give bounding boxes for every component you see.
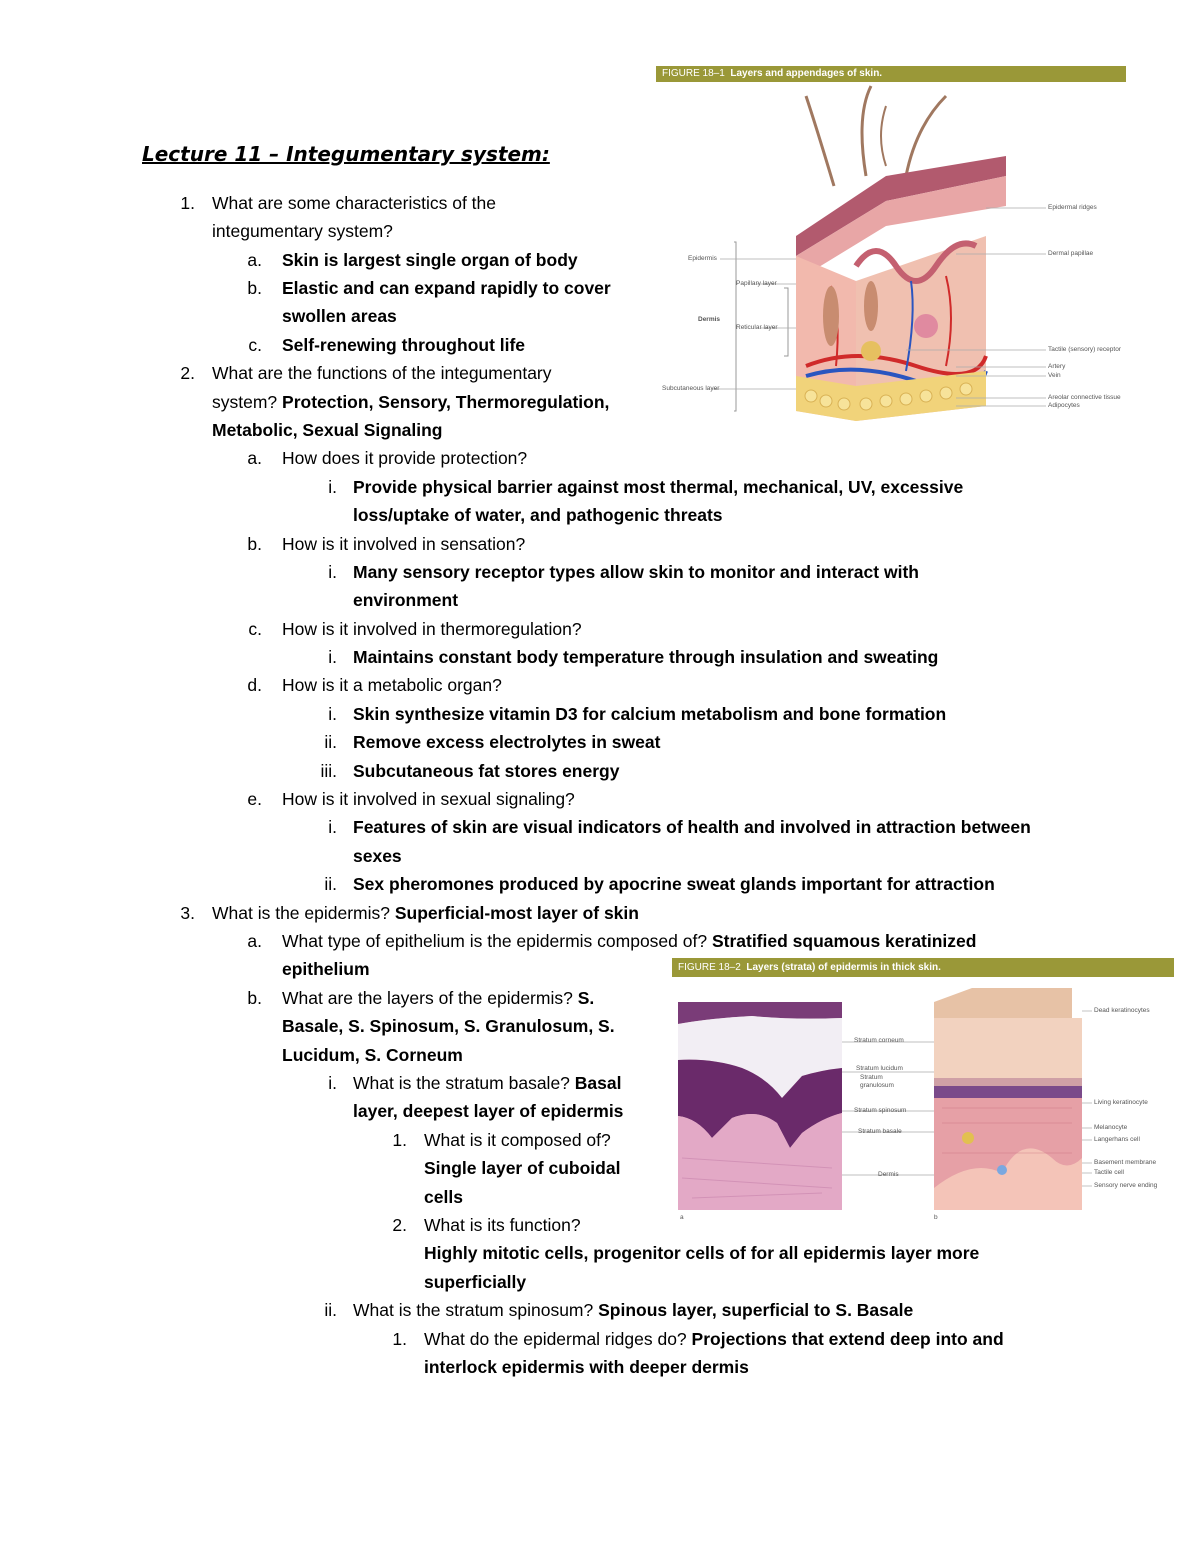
list-item <box>212 899 639 927</box>
question-text: What are some characteristics of the <box>212 193 496 213</box>
list-marker: 2. <box>392 1215 407 1235</box>
answer-text: Spinous layer, superficial to S. Basale <box>598 1300 914 1320</box>
list-item <box>424 1126 611 1154</box>
question-text: How is it a metabolic organ? <box>282 675 502 695</box>
list-item <box>212 189 496 217</box>
list-item <box>353 813 1031 841</box>
question-text: How is it involved in thermoregulation? <box>282 619 582 639</box>
label-basement-membrane: Basement membrane <box>1094 1159 1157 1166</box>
answer-text: Basal <box>574 1073 622 1093</box>
list-item <box>212 359 552 387</box>
list-item <box>424 1353 749 1381</box>
list-item <box>282 785 575 813</box>
list-marker: i. <box>328 1073 337 1093</box>
list-item <box>282 274 611 302</box>
label-stratum-spinosum: Stratum spinosum <box>854 1107 907 1114</box>
answer-text: Skin synthesize vitamin D3 for calcium metabolism and bone formation <box>353 704 947 724</box>
answer-text: Basale, S. Spinosum, S. Granulosum, S. <box>282 1016 615 1036</box>
label-stratum-corneum: Stratum corneum <box>854 1037 904 1044</box>
answer-text: Single layer of cuboidal <box>424 1158 621 1178</box>
list-marker: d. <box>247 675 262 695</box>
list-item <box>353 473 963 501</box>
list-marker: c. <box>248 619 262 639</box>
list-marker: a. <box>247 448 262 468</box>
label-tactile: Tactile (sensory) receptor <box>1048 346 1121 353</box>
answer-text: Lucidum, S. Corneum <box>282 1045 463 1065</box>
label-dead-keratinocytes: Dead keratinocytes <box>1094 1007 1150 1014</box>
list-item <box>282 927 976 955</box>
question-text: system? <box>212 392 283 412</box>
list-marker: i. <box>328 817 337 837</box>
list-item <box>282 984 594 1012</box>
figure-title: Layers (strata) of epidermis in thick skin. <box>746 962 941 973</box>
list-item <box>282 302 397 330</box>
list-item <box>212 416 442 444</box>
list-item <box>424 1183 463 1211</box>
question-text: How is it involved in sexual signaling? <box>282 789 575 809</box>
label-dermis: Dermis <box>878 1171 899 1178</box>
label-sensory-nerve: Sensory nerve ending <box>1094 1182 1158 1189</box>
list-item <box>282 331 525 359</box>
label-vein: Vein <box>1048 372 1061 379</box>
list-item <box>353 558 919 586</box>
list-item <box>353 1069 621 1097</box>
answer-text: Sex pheromones produced by apocrine sweat glands important for attraction <box>353 874 995 894</box>
label-panel-b: b <box>934 1214 938 1221</box>
answer-text: Maintains constant body temperature through insulation and sweating <box>353 647 939 667</box>
list-item <box>282 671 502 699</box>
list-marker: iii. <box>320 761 337 781</box>
figure-title: Layers and appendages of skin. <box>730 68 883 79</box>
list-marker: a. <box>247 931 262 951</box>
answer-text: Highly mitotic cells, progenitor cells of for all epidermis layer more <box>424 1243 980 1263</box>
list-item <box>353 1296 913 1324</box>
label-stratum-lucidum: Stratum lucidum <box>856 1065 903 1072</box>
label-stratum-basale: Stratum basale <box>858 1128 902 1135</box>
answer-text: swollen areas <box>282 306 397 326</box>
answer-text: epithelium <box>282 959 370 979</box>
question-text: integumentary system? <box>212 221 393 241</box>
answer-text: Remove excess electrolytes in sweat <box>353 732 661 752</box>
list-item <box>282 246 578 274</box>
list-item <box>282 615 582 643</box>
list-item <box>353 643 938 671</box>
answer-text: cells <box>424 1187 463 1207</box>
label-dermal-papillae: Dermal papillae <box>1048 250 1094 257</box>
figure-skin-layers <box>656 66 1126 426</box>
list-item <box>282 444 527 472</box>
question-text: What is its function? <box>424 1215 581 1235</box>
list-item <box>353 757 619 785</box>
answer-text: Projections that extend deep into and <box>691 1329 1004 1349</box>
list-marker: i. <box>328 647 337 667</box>
question-text: How does it provide protection? <box>282 448 528 468</box>
list-marker: a. <box>247 250 262 270</box>
answer-text: Elastic and can expand rapidly to cover <box>282 278 611 298</box>
label-melanocyte: Melanocyte <box>1094 1124 1128 1131</box>
answer-text: Stratified squamous keratinized <box>711 931 977 951</box>
answer-text: Provide physical barrier against most thermal, mechanical, UV, excessive <box>353 477 964 497</box>
list-item <box>353 1097 623 1125</box>
list-item <box>353 700 946 728</box>
list-marker: 3. <box>180 903 195 923</box>
list-item <box>353 842 402 870</box>
list-marker: 1. <box>180 193 195 213</box>
list-marker: ii. <box>324 874 337 894</box>
answer-text: Many sensory receptor types allow skin to monitor and interact with <box>353 562 919 582</box>
label-tactile-cell: Tactile cell <box>1094 1169 1124 1176</box>
list-item <box>212 217 393 245</box>
question-text: What is it composed of? <box>424 1130 611 1150</box>
answer-text: Superficial-most layer of skin <box>394 903 639 923</box>
question-text: What is the stratum basale? <box>353 1073 575 1093</box>
list-item <box>353 501 723 529</box>
answer-text: layer, deepest layer of epidermis <box>353 1101 624 1121</box>
list-marker: ii. <box>324 1300 337 1320</box>
answer-text: Features of skin are visual indicators of health and involved in attraction between <box>353 817 1031 837</box>
answer-text: Protection, Sensory, Thermoregulation, <box>282 392 610 412</box>
question-text: How is it involved in sensation? <box>282 534 526 554</box>
list-marker: b. <box>247 988 262 1008</box>
list-marker: i. <box>328 562 337 582</box>
answer-text: sexes <box>353 846 402 866</box>
label-living-keratinocyte: Living keratinocyte <box>1094 1099 1148 1106</box>
list-item <box>282 530 525 558</box>
answer-text: interlock epidermis with deeper dermis <box>424 1357 749 1377</box>
label-subcutaneous: Subcutaneous layer <box>662 385 720 392</box>
answer-text: Subcutaneous fat stores energy <box>353 761 620 781</box>
list-item <box>353 728 660 756</box>
answer-text: superficially <box>424 1272 527 1292</box>
list-item <box>353 586 458 614</box>
list-marker: i. <box>328 477 337 497</box>
label-stratum-granulosum: Stratum granulosum <box>860 1074 894 1089</box>
question-text: What are the functions of the integumentary <box>212 363 552 383</box>
label-reticular: Reticular layer <box>736 324 778 331</box>
answer-text: Metabolic, Sexual Signaling <box>212 420 443 440</box>
label-dermis: Dermis <box>698 316 721 323</box>
answer-text: loss/uptake of water, and pathogenic threats <box>353 505 723 525</box>
answer-text: environment <box>353 590 459 610</box>
question-text: What do the epidermal ridges do? <box>424 1329 692 1349</box>
answer-text: Self-renewing throughout life <box>282 335 526 355</box>
list-item <box>282 955 370 983</box>
list-item <box>212 388 609 416</box>
label-epidermal-ridges: Epidermal ridges <box>1048 204 1097 211</box>
list-item <box>282 1041 463 1069</box>
list-item <box>424 1268 526 1296</box>
question-text: What are the layers of the epidermis? <box>282 988 578 1008</box>
list-marker: e. <box>247 789 262 809</box>
list-item <box>353 870 995 898</box>
list-item <box>424 1154 620 1182</box>
list-item <box>424 1239 979 1267</box>
list-marker: ii. <box>324 732 337 752</box>
label-panel-a: a <box>680 1214 684 1221</box>
label-adipocytes: Adipocytes <box>1048 402 1080 409</box>
list-item <box>424 1211 581 1239</box>
label-areolar: Areolar connective tissue <box>1048 394 1121 401</box>
label-artery: Artery <box>1048 363 1066 370</box>
label-papillary: Papillary layer <box>736 280 777 287</box>
page-title: Lecture 11 – Integumentary system: <box>142 142 550 166</box>
list-item <box>282 1012 615 1040</box>
list-marker: 2. <box>180 363 195 383</box>
figure-number: FIGURE 18–2 <box>678 962 741 973</box>
list-marker: 1. <box>392 1329 407 1349</box>
figure-number: FIGURE 18–1 <box>662 68 725 79</box>
list-marker: c. <box>248 335 262 355</box>
list-marker: i. <box>328 704 337 724</box>
figure-epidermis-strata <box>672 958 1174 1228</box>
list-marker: b. <box>247 278 262 298</box>
list-item <box>424 1325 1004 1353</box>
list-marker: 1. <box>392 1130 407 1150</box>
list-marker: b. <box>247 534 262 554</box>
question-text: What is the stratum spinosum? <box>353 1300 599 1320</box>
answer-text: Skin is largest single organ of body <box>282 250 578 270</box>
answer-text: S. <box>577 988 595 1008</box>
label-epidermis: Epidermis <box>688 255 717 262</box>
question-text: What is the epidermis? <box>212 903 395 923</box>
label-langerhans: Langerhans cell <box>1094 1136 1140 1143</box>
question-text: What type of epithelium is the epidermis composed of? <box>282 931 712 951</box>
